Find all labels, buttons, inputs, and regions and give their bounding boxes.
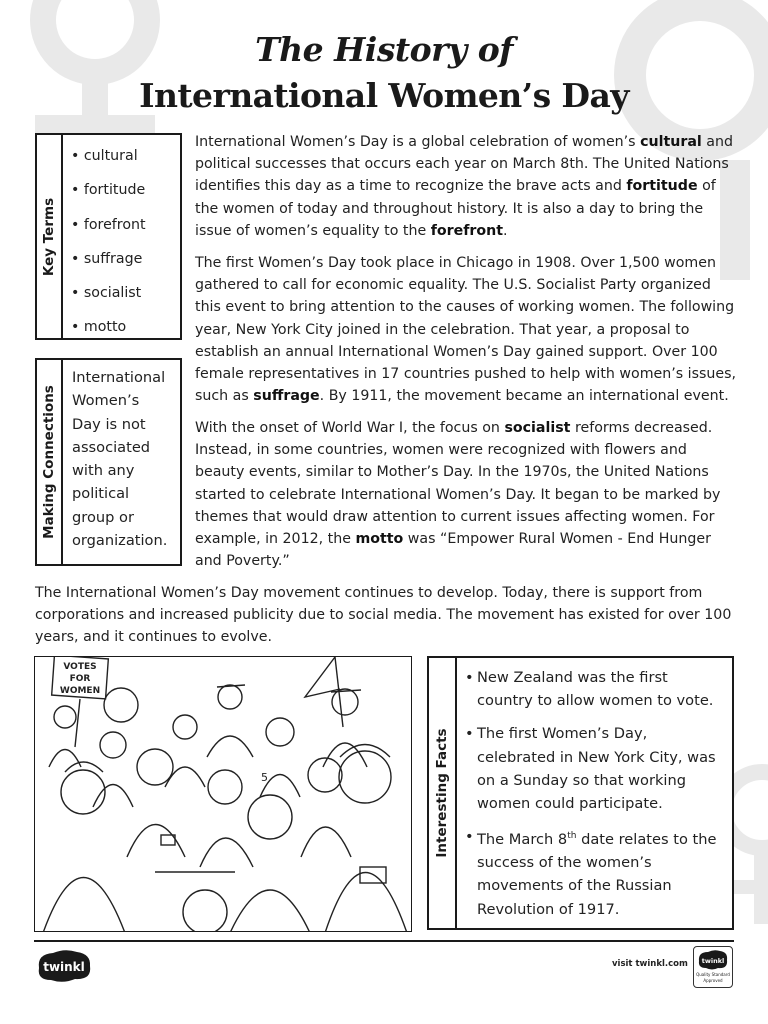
- mc-line: International: [72, 369, 166, 386]
- key-term-item: • cultural: [71, 148, 138, 164]
- badge-caption: Quality Standard: [696, 972, 730, 977]
- title-line-1: The History of: [255, 30, 513, 69]
- paragraph-4: The International Women’s Day movement continues to develop. Today, there is support from corporations and increased publicity due to social media. The movement has existed for over 100 years, and it continues to evolve.: [35, 585, 732, 646]
- mc-line: Day is not: [72, 415, 146, 433]
- mc-line: Women’s: [72, 392, 140, 410]
- mc-line: with any: [72, 462, 135, 480]
- fact-text: The March 8: [477, 831, 568, 849]
- key-term-item: • forefront: [71, 216, 146, 233]
- p1-text: .: [503, 222, 508, 239]
- quality-standard-badge: [693, 946, 733, 988]
- making-connections-text: [72, 366, 176, 552]
- p3-text: With the onset of World War I, the focus on: [195, 420, 505, 436]
- badge-graphic: [694, 947, 732, 987]
- sign-line: WOMEN: [59, 686, 101, 696]
- fact-item: • New Zealand was the first country to allow women to vote.: [465, 666, 728, 712]
- fact-superscript: th: [567, 831, 577, 842]
- logo-text: twinkl: [43, 960, 85, 974]
- footer-divider: [34, 940, 734, 942]
- crowd-illustration: [35, 657, 412, 932]
- interesting-facts-label: Interesting Facts: [434, 728, 450, 858]
- p1-text: and political successes that occurs each year on March 8th. The United Nations identifies this day as a time to recognize the brave acts and: [195, 134, 733, 195]
- badge-caption: Approved: [703, 978, 723, 983]
- paragraph-1: [195, 131, 735, 242]
- making-connections-side-label: [37, 360, 63, 564]
- interesting-facts-box: [427, 656, 734, 930]
- key-terms-list: [71, 139, 146, 345]
- key-terms-side-label: [37, 135, 63, 338]
- key-term-fortitude: fortitude: [626, 178, 698, 195]
- interesting-facts-list: [465, 666, 728, 931]
- p2-text: The first Women’s Day took place in Chicago in 1908. Over 1,500 women gathered to call for economic equality. The U.S. Socialist Party organized this event to bring attention to the causes of working women. The following year, New York City joined in the celebration. That year, a proposal to establish an annual International Women’s Day gained support. Over 100 female representatives in 17 countries pushed to help with women’s issues, such as: [195, 255, 737, 405]
- p1-text: of the women of today and throughout history. It is also a day to bring the issue of women’s equality to the: [195, 178, 716, 239]
- fact-item: • The first Women’s Day, celebrated in New York City, was on a Sunday so that working women could participate.: [465, 722, 728, 815]
- page-title: International Women’s Day: [139, 76, 629, 115]
- fact-item: [465, 825, 728, 921]
- making-connections-box: [35, 358, 182, 566]
- paragraph-2: [195, 252, 740, 407]
- sign-line: VOTES: [63, 662, 97, 672]
- paragraph-3: [195, 417, 740, 572]
- mc-line: organization.: [72, 532, 168, 550]
- key-term-socialist: socialist: [504, 420, 571, 436]
- twinkl-logo[interactable]: [35, 948, 93, 984]
- key-term-item: • socialist: [71, 285, 142, 302]
- key-term-item: • motto: [71, 319, 127, 336]
- key-term-item: • fortitude: [71, 182, 146, 199]
- fact-text: date relates to the success of the women’s movements of the Russian Revolution of 1917.: [477, 831, 717, 918]
- mc-line: political: [72, 485, 130, 503]
- key-term-cultural: cultural: [640, 134, 702, 150]
- key-term-forefront: forefront: [430, 222, 504, 239]
- interesting-facts-side-label: [429, 658, 457, 928]
- mc-line: associated: [72, 438, 151, 456]
- visit-link[interactable]: visit twinkl.com: [612, 959, 688, 969]
- p3-text: was “Empower Rural Women - End Hunger and Poverty.”: [195, 531, 711, 570]
- badge-brand: twinkl: [701, 957, 725, 965]
- key-terms-box: [35, 133, 182, 340]
- p3-text: reforms decreased. Instead, in some countries, women were recognized with flowers and beauty events, similar to Mother’s Day. In the 1970s, the United Nations started to celebrate International Women’s Day. It began to be marked by themes that would draw attention to current issues affecting women. For example, in 2012, the: [195, 420, 721, 548]
- key-term-suffrage: suffrage: [253, 388, 320, 405]
- jersey-number: 5: [261, 771, 268, 784]
- mc-line: group or: [72, 508, 134, 526]
- key-term-motto: motto: [355, 531, 404, 548]
- p1-text: International Women’s Day is a global celebration of women’s: [195, 134, 641, 150]
- p2-text: . By 1911, the movement became an international event.: [319, 388, 729, 405]
- making-connections-label: Making Connections: [41, 385, 57, 539]
- illustration-women-group: [34, 656, 412, 932]
- sign-line: FOR: [69, 674, 91, 684]
- key-terms-label: Key Terms: [41, 197, 57, 276]
- key-term-item: • suffrage: [71, 250, 143, 267]
